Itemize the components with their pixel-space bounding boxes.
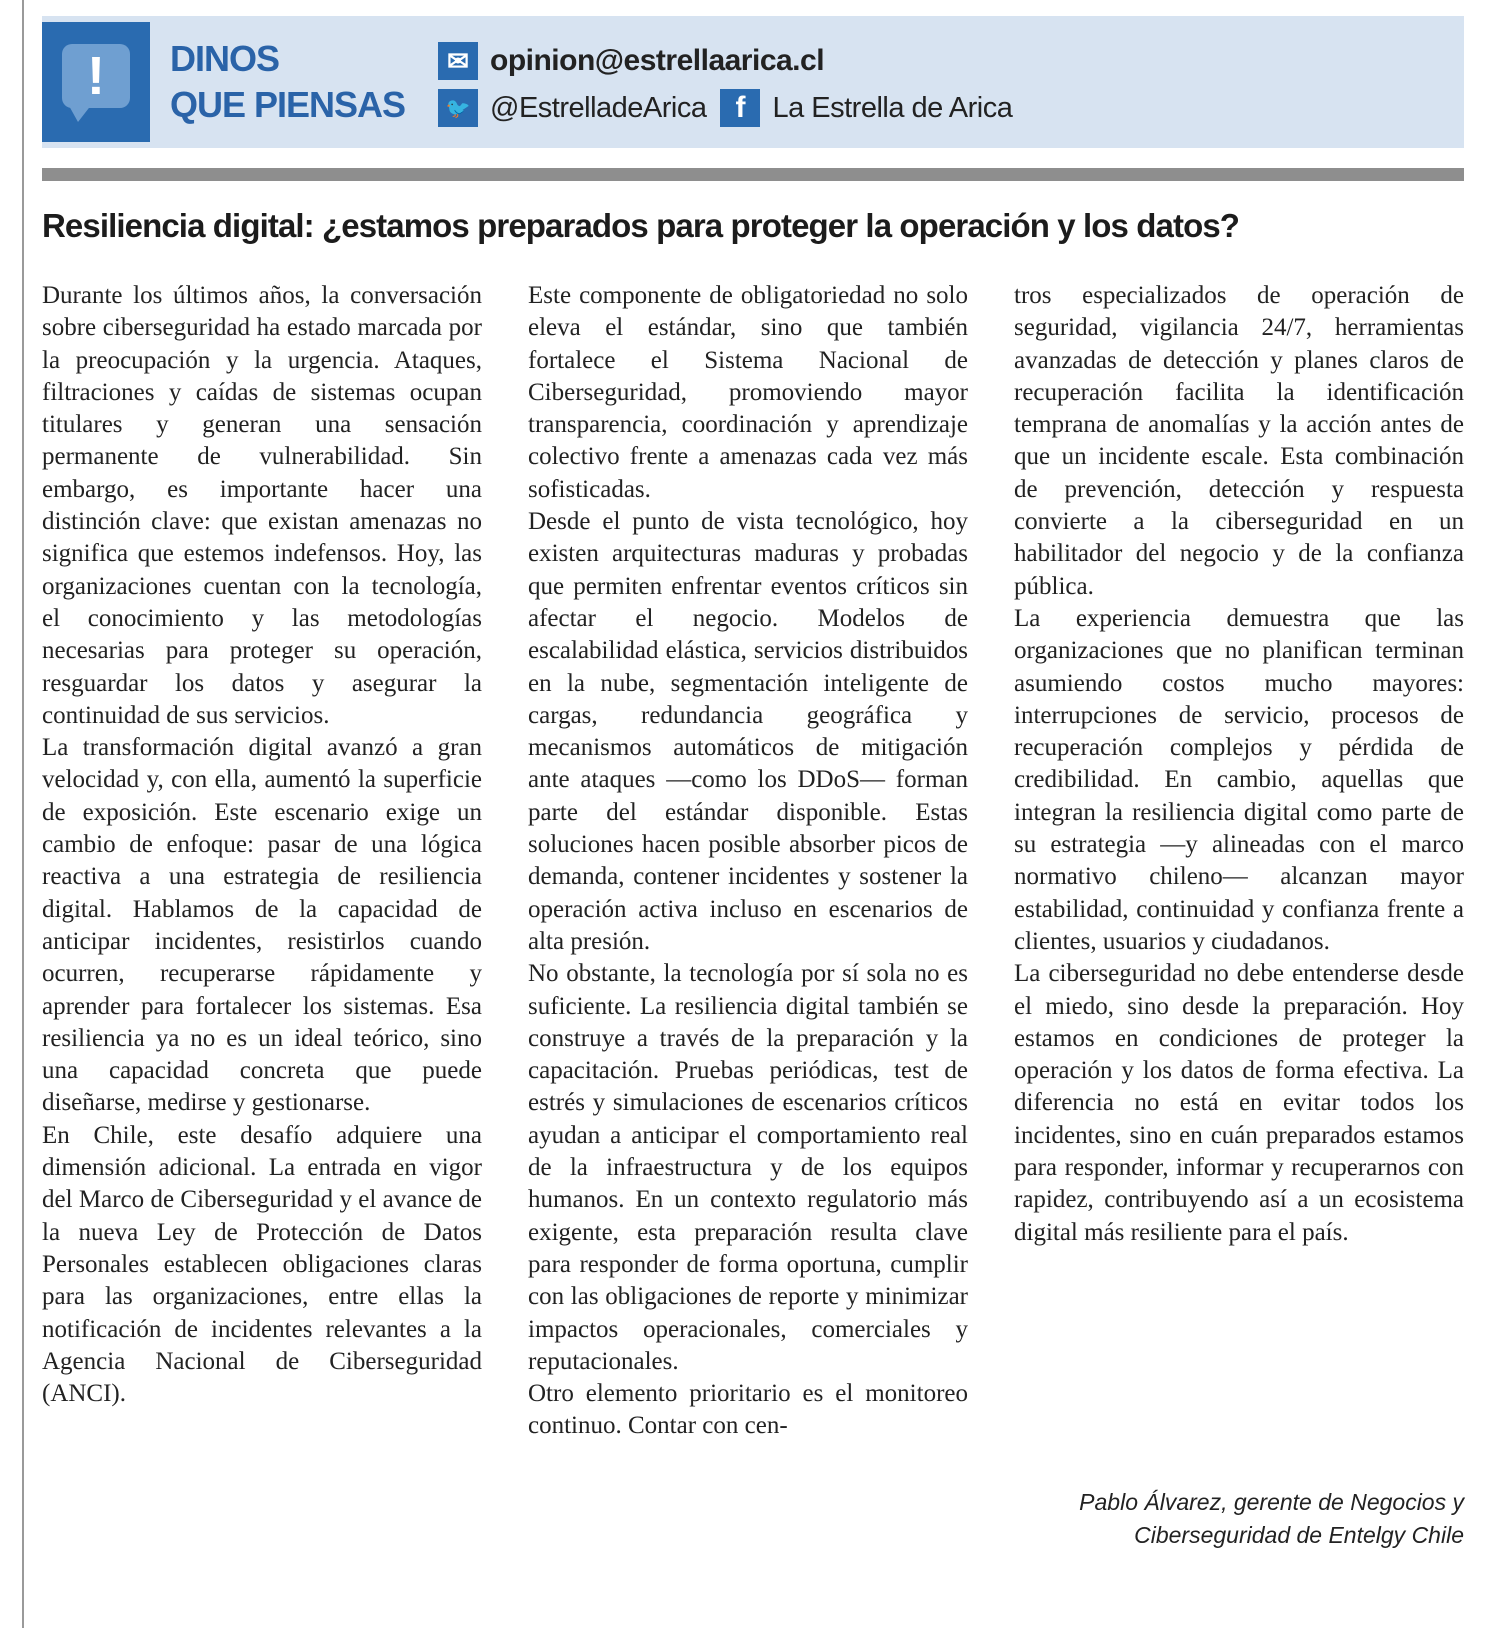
page-margin-rule — [22, 0, 24, 1628]
twitter-icon: 🐦 — [438, 89, 478, 127]
article-paragraph-split-start: Otro elemento prioritario es el monitoreo continuo. Contar con cen- — [528, 1380, 968, 1440]
article-column-2 — [528, 280, 968, 1443]
email-icon: ✉ — [438, 42, 478, 80]
author-byline — [1014, 1486, 1464, 1552]
facebook-icon: f — [720, 89, 760, 127]
article-paragraph: La transformación digital avanzó a gran velocidad y, con ella, aumentó la superficie de exposición. Este escenario exige un cambio de enfoque: pasar de una lógica reactiva a una estrategia de resiliencia digital. Hablamos de la capacidad de anticipar incidentes, resistirlos cuando ocurren, recuperarse rápidamente y aprender para fortalecer los sistemas. Esa resiliencia ya no es un ideal teórico, sino una capacidad concreta que puede diseñarse, medirse y gestionarse. — [42, 734, 482, 1117]
article-paragraph: No obstante, la tecnología por sí sola no es suficiente. La resiliencia digital también se construye a través de la preparación y la capacitación. Pruebas periódicas, test de estrés y simulaciones de escenarios críticos ayudan a anticipar el comportamiento real de la infraestructura y de los equipos humanos. En un contexto regulatorio más exigente, esta preparación resulta clave para responder de forma oportuna, cumplir con las obligaciones de reporte y minimizar impactos operacionales, comerciales y reputacionales. — [528, 960, 968, 1375]
article-paragraph: Durante los últimos años, la conversación sobre ciberseguridad ha estado marcada por la preocupación y la urgencia. Ataques, filtraciones y caídas de sistemas ocupan titulares y generan una sensación permanente de vulnerabilidad. Sin embargo, es importante hacer una distinción clave: que existan amenazas no significa que estemos indefensos. Hoy, las organizaciones cuentan con la tecnología, el conocimiento y las metodologías necesarias para proteger su operación, resguardar los datos y asegurar la continuidad de sus servicios. — [42, 282, 482, 729]
article-paragraph: La experiencia demuestra que las organizaciones que no planifican terminan asumiendo costos mucho mayores: interrupciones de servicio, procesos de recuperación complejos y pérdida de credibilidad. En cambio, aquellas que integran la resiliencia digital como parte de su estrategia —y alineadas con el marco normativo chileno— alcanzan mayor estabilidad, continuidad y confianza frente a clientes, usuarios y ciudadanos. — [1014, 604, 1464, 955]
article-headline: Resiliencia digital: ¿estamos preparados para proteger la operación y los datos? — [42, 207, 1240, 244]
exclamation-icon: ! — [87, 46, 105, 106]
article-column-3 — [1014, 280, 1464, 1249]
email-address[interactable]: opinion@estrellaarica.cl — [490, 44, 825, 77]
alert-icon-box — [42, 22, 150, 142]
social-contacts — [438, 88, 1012, 128]
opinion-contact-header — [42, 16, 1464, 148]
section-divider — [42, 168, 1464, 181]
article-paragraph: En Chile, este desafío adquiere una dimensión adicional. La entrada en vigor del Marco de Ciberseguridad y el avance de la nueva Ley de Protección de Datos Personales establecen obligaciones claras para las organizaciones, entre ellas la notificación de incidentes relevantes a la Agencia Nacional de Ciberseguridad (ANCI). — [42, 1121, 482, 1408]
section-title-line2: QUE PIENSAS — [170, 84, 406, 125]
article-paragraph: La ciberseguridad no debe entenderse desde el miedo, sino desde la preparación. Hoy estamos en condiciones de proteger la operación y los datos de forma efectiva. La diferencia no está en evitar todos los incidentes, sino en cuán preparados estamos para responder, informar y recuperarnos con rapidez, contribuyendo así a un ecosistema digital más resiliente para el país. — [1014, 960, 1464, 1246]
section-title — [170, 36, 430, 128]
byline-line1: Pablo Álvarez, gerente de Negocios y — [1079, 1489, 1464, 1515]
twitter-handle[interactable]: @EstrelladeArica — [490, 91, 707, 124]
email-contact — [438, 41, 824, 81]
byline-line2: Ciberseguridad de Entelgy Chile — [1134, 1522, 1464, 1548]
article-paragraph: Este componente de obligatoriedad no solo eleva el estándar, sino que también fortalece el Sistema Nacional de Ciberseguridad, promoviendo mayor transparencia, coordinación y aprendizaje colectivo frente a amenazas cada vez más sofisticadas. — [528, 282, 968, 503]
section-title-line1: DINOS — [170, 38, 280, 79]
facebook-page[interactable]: La Estrella de Arica — [772, 91, 1013, 124]
article-paragraph: Desde el punto de vista tecnológico, hoy existen arquitecturas maduras y probadas que permiten enfrentar eventos críticos sin afectar el negocio. Modelos de escalabilidad elástica, servicios distribuidos en la nube, segmentación inteligente de cargas, redundancia geográfica y mecanismos automáticos de mitigación ante ataques —como los DDoS— forman parte del estándar disponible. Estas soluciones hacen posible absorber picos de demanda, contener incidentes y sostener la operación activa incluso en escenarios de alta presión. — [528, 508, 968, 955]
article-paragraph-split-end: tros especializados de operación de seguridad, vigilancia 24/7, herramientas avanzadas de detección y planes claros de recuperación facilita la identificación temprana de anomalías y la acción antes de que un incidente escale. Esta combinación de prevención, detección y respuesta convierte a la ciberseguridad en un habilitador del negocio y de la confianza pública. — [1014, 282, 1464, 600]
article-column-1 — [42, 280, 482, 1410]
